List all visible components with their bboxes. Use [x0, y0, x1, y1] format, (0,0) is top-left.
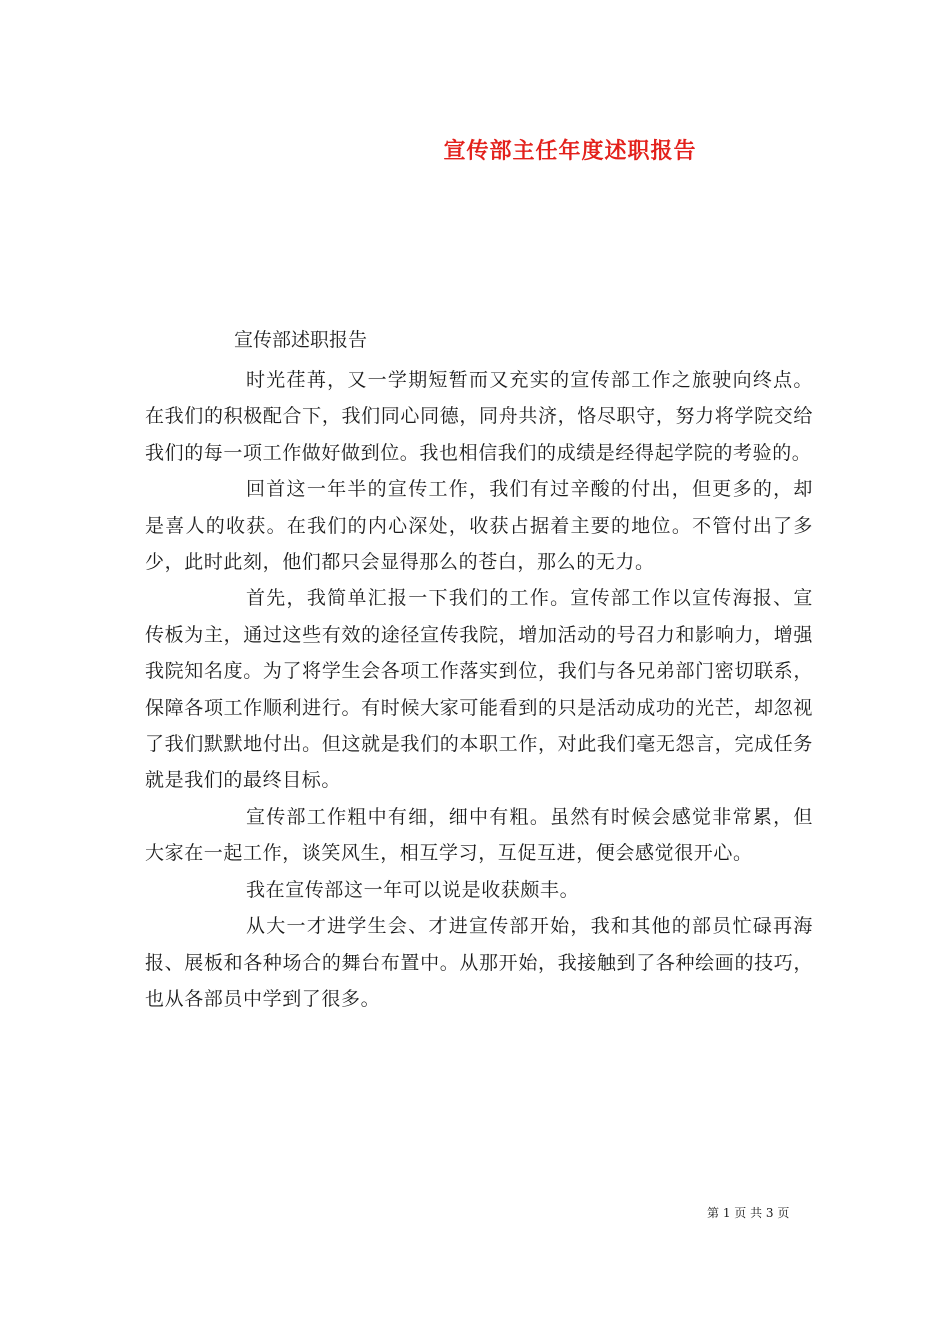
document-title: 宣传部主任年度述职报告 — [443, 138, 697, 164]
document-body — [145, 362, 813, 1017]
paragraph: 我在宣传部这一年可以说是收获颇丰。 — [246, 878, 580, 901]
paragraph: 首先，我简单汇报一下我们的工作。宣传部工作以宣传海报、宣传板为主，通过这些有效的途径宣传我院，增加活动的号召力和影响力，增强我院知名度。为了将学生会各项工作落实到位，我们与各兄弟部门密切联系，保障各项工作顺利进行。有时候大家可能看到的只是活动成功的光芒，却忽视了我们默默地付出。但这就是我们的本职工作，对此我们毫无怨言，完成任务就是我们的最终目标。 — [145, 587, 813, 792]
page-number: 第 1 页 共 3 页 — [707, 1206, 790, 1220]
paragraph: 回首这一年半的宣传工作，我们有过辛酸的付出，但更多的，却是喜人的收获。在我们的内心深处，收获占据着主要的地位。不管付出了多少，此时此刻，他们都只会显得那么的苍白，那么的无力。 — [145, 478, 813, 574]
paragraph: 时光荏苒，又一学期短暂而又充实的宣传部工作之旅驶向终点。在我们的积极配合下，我们同心同德，同舟共济，恪尽职守，努力将学院交给我们的每一项工作做好做到位。我也相信我们的成绩是经得起学院的考验的。 — [145, 369, 813, 464]
document-subtitle: 宣传部述职报告 — [234, 329, 368, 351]
paragraph: 从大一才进学生会、才进宣传部开始，我和其他的部员忙碌再海报、展板和各种场合的舞台布置中。从那开始，我接触到了各种绘画的技巧，也从各部员中学到了很多。 — [145, 915, 813, 1010]
paragraph: 宣传部工作粗中有细，细中有粗。虽然有时候会感觉非常累，但大家在一起工作，谈笑风生，相互学习，互促互进，便会感觉很开心。 — [145, 805, 813, 865]
